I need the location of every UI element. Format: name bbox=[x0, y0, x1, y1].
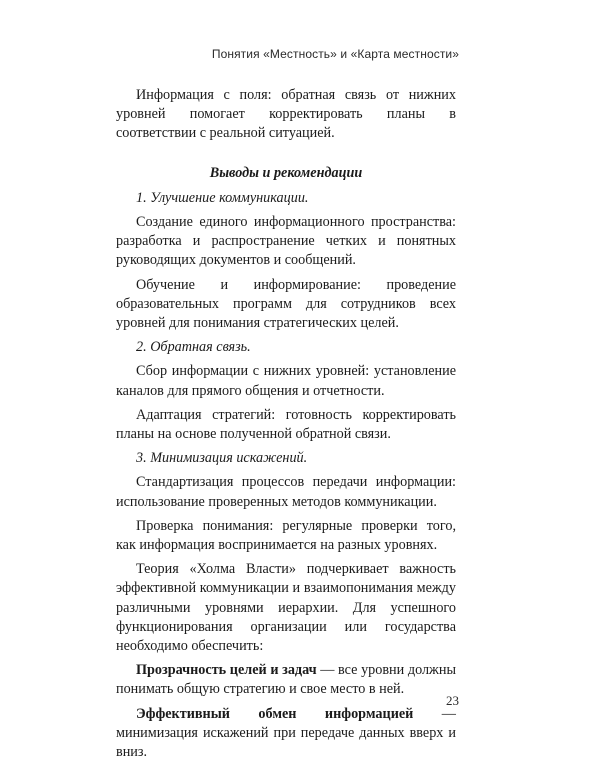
point-information-exchange-term: Эффективный обмен информацией bbox=[136, 705, 414, 722]
item2-paragraph-2: Адаптация стратегий: готовность корректировать планы на основе полученной обратной связи. bbox=[116, 406, 456, 443]
item2-heading: 2. Обратная связь. bbox=[136, 339, 251, 356]
point-transparency-term: Прозрачность целей и задач bbox=[136, 662, 317, 679]
item3-paragraph-1: Стандартизация процессов передачи информации: использование проверенных методов коммуникации. bbox=[116, 474, 456, 510]
point-transparency bbox=[116, 661, 456, 699]
item1-heading: 1. Улучшение коммуникации. bbox=[136, 189, 309, 206]
running-header: Понятия «Местность» и «Карта местности» bbox=[211, 47, 459, 61]
body-text bbox=[116, 86, 456, 767]
item2-paragraph-1: Сбор информации с нижних уровней: установление каналов для прямого общения и отчетности. bbox=[116, 363, 456, 399]
item3-paragraph-2: Проверка понимания: регулярные проверки того, как информация воспринимается на разных уровнях. bbox=[116, 517, 456, 554]
item1-paragraph-2: Обучение и информирование: проведение образовательных программ для сотрудников всех уровней для понимания стратегических целей. bbox=[116, 276, 456, 332]
item1-paragraph-1: Создание единого информационного пространства: разработка и распространение четких и понятных руководящих документов и сообщений. bbox=[116, 214, 456, 269]
intro-paragraph: Информация с поля: обратная связь от нижних уровней помогает корректировать планы в соответствии с реальной ситуацией. bbox=[116, 87, 456, 142]
point-transparency-text: — все уровни должны понимать общую стратегию и свое место в ней. bbox=[116, 662, 456, 698]
summary-paragraph: Теория «Холма Власти» подчеркивает важность эффективной коммуникации и взаимопонимания между различными уровнями иерархии. Для успешного функционирования организации или государства необходимо обеспечить: bbox=[116, 561, 456, 655]
page-number: 23 bbox=[446, 693, 459, 708]
item3-heading: 3. Минимизация искажений. bbox=[136, 450, 308, 467]
point-information-exchange-text: — минимизация искажений при передаче данных вверх и вниз. bbox=[116, 705, 456, 761]
point-information-exchange bbox=[116, 705, 456, 763]
section-title: Выводы и рекомендации bbox=[209, 164, 363, 181]
